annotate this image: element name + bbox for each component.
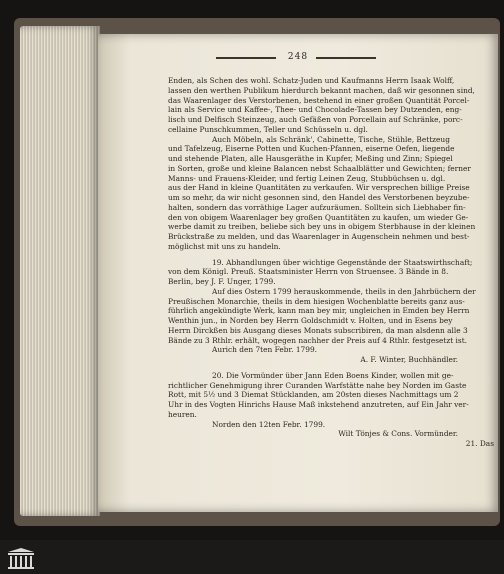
library-building-icon (6, 547, 36, 571)
text-line: Auch Möbeln, als Schränk', Cabinette, Tische, Stühle, Bettzeug (212, 134, 450, 144)
text-line: möglichst mit uns zu handeln. (168, 241, 281, 251)
page-text (168, 76, 494, 449)
text-line: Aurich den 7ten Febr. 1799. (212, 345, 318, 355)
text-line: führlich angekündigte Werk, kann man bey mir, ungleichen in Emden bey Herrn (168, 306, 470, 316)
text-line: Bände zu 3 Rthlr. erhält, wogegen nachher der Preis auf 4 Rthlr. festgesetzt ist. (168, 335, 468, 345)
text-line: lain als Service und Kaffee-, Thee- und Chocolade-Tassen bey Dutzenden, eng- (168, 105, 462, 115)
book-page (98, 34, 498, 512)
text-line: von dem Königl. Preuß. Staatsminister Herrn von Struensee. 3 Bände in 8. (168, 267, 449, 277)
text-line: Wenthin jun., in Norden bey Herrn Goldschmidt v. Holten, und in Esens bey (168, 316, 453, 325)
page-edges (20, 26, 100, 516)
text-line: Enden, als Schen des wohl. Schatz-Juden und Kaufmanns Herrn Isaak Wolff, (168, 76, 455, 85)
text-line: den von obigem Waarenlager bey großen Quantitäten zu kaufen, um wieder Ge- (168, 212, 469, 222)
page-number: 248 (287, 52, 309, 62)
text-line: Preußischen Monarchie, theils in dem hiesigen Wochenblatte bereits ganz aus- (168, 296, 465, 306)
text-line: in Sorten, große und kleine Balancen nebst Schaalblätter und Gewichten; ferner (168, 163, 471, 173)
item-19 (168, 258, 494, 365)
signature: Wilt Tönjes & Cons. Vormünder. (338, 429, 458, 439)
text-line: das Waarenlager des Verstorbenen, bestehend in einer großen Quantität Porcel- (168, 95, 470, 105)
viewer-footer (0, 540, 504, 574)
text-line: Norden den 12ten Febr. 1799. (212, 419, 326, 429)
text-line: werbe damit zu treiben, beliebe sich bey uns in obigem Sterbhause in der kleinen (168, 222, 476, 232)
text-line: Manns- und Frauens-Kleider, und fertig Leinen Zeug, Stubbüchsen u. dgl. (168, 173, 446, 183)
text-line: 19. Abhandlungen über wichtige Gegenstände der Staatswirthschaft; (212, 257, 473, 267)
text-line: lassen den werthen Publikum hierdurch bekannt machen, daß wir gesonnen sind, (168, 85, 475, 95)
text-line: halten, sondern das vorräthige Lager aufzuräumen. Solltein sich Liebhaber fin- (168, 202, 466, 212)
text-line: Rott, mit 5½ und 3 Diemat Stücklanden, am 20sten dieses Nachmittags um 2 (168, 390, 459, 400)
catchword: 21. Das (465, 439, 494, 448)
text-line: um so mehr, da wir nicht gesonnen sind, den Handel des Verstorbenen beyzube- (168, 193, 470, 202)
item-20 (168, 371, 494, 449)
text-line: richtlicher Genehmigung ihrer Curanden Warfstätte nahe bey Norden im Gaste (168, 380, 467, 390)
text-line: Uhr in des Vogten Hinrichs Hause Maß inkstehend anzutreten, auf Ein Jahr ver- (168, 400, 469, 409)
text-line: lisch und Delfisch Steinzeug, auch Gefäßen von Porcellain auf Schränke, porc- (168, 115, 463, 124)
text-line: Berlin, bey J. F. Unger, 1799. (168, 277, 276, 286)
text-line: cellaine Punschkummen, Teller und Schüsseln u. dgl. (168, 124, 368, 134)
text-line: aus der Hand in kleine Quantitäten zu verkaufen. Wir versprechen billige Preise (168, 183, 470, 193)
text-line: 20. Die Vormünder über Jann Eden Boens Kinder, wollen mit ge- (212, 370, 454, 380)
text-line: Herrn Dirckßen bis Ausgang dieses Monats subscribiren, da man alsdenn alle 3 (168, 325, 468, 335)
text-line: Auf dies Ostern 1799 herauskommende, theils in den Jahrbüchern der (212, 286, 476, 296)
signature: A. F. Winter, Buchhändler. (360, 355, 458, 364)
text-line: Brückstraße zu melden, und das Waarenlager in Augenschein nehmen und best- (168, 232, 470, 241)
text-line: und Tafelzeug, Eiserne Potten und Kuchen-Pfannen, eiserne Oefen, liegende (168, 144, 455, 154)
text-line: und stehende Platen, alle Hausgeräthe in Kupfer, Meßing und Zinn; Spiegel (168, 154, 453, 163)
header-rule-right (316, 57, 376, 59)
paragraph-1 (168, 76, 494, 252)
text-line: heuren. (168, 409, 197, 419)
